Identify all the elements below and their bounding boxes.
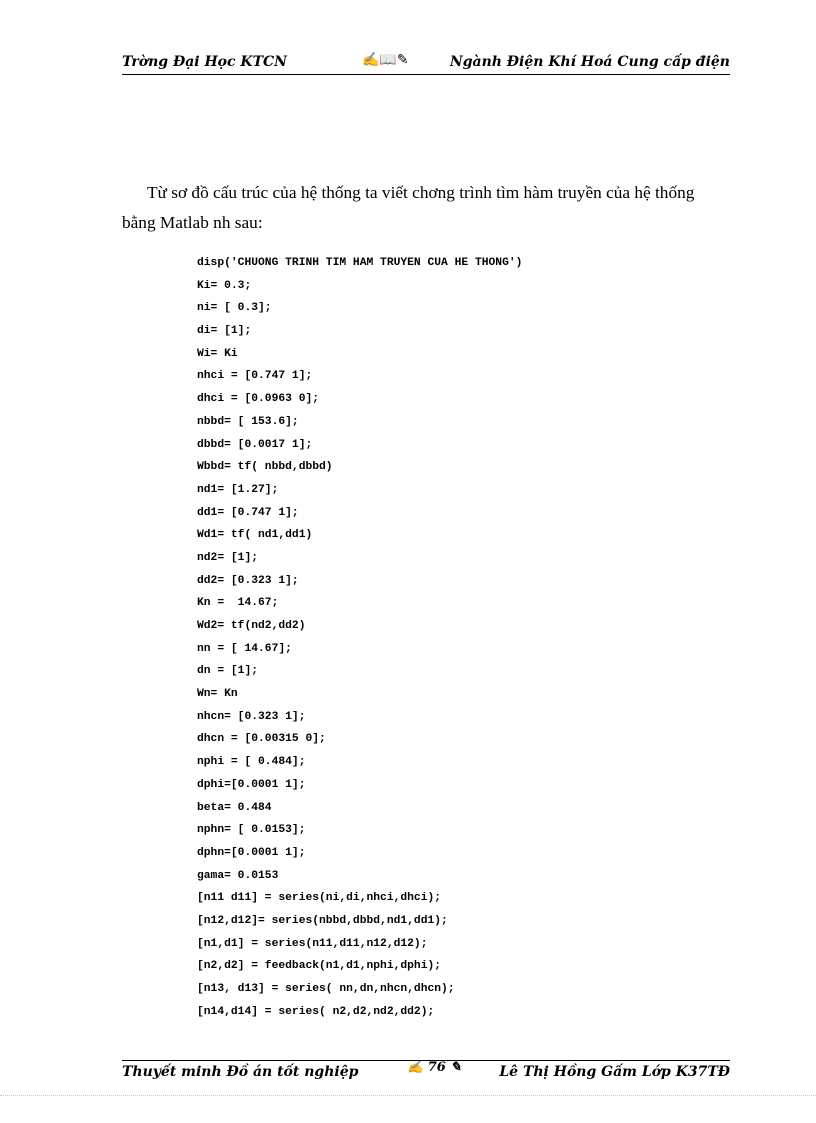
code-line: [n2,d2] = feedback(n1,d1,nphi,dphi); (197, 960, 442, 973)
code-line: dhcn = [0.00315 0]; (197, 733, 326, 746)
code-line: dphi=[0.0001 1]; (197, 778, 306, 791)
code-line: nhcn= [0.323 1]; (197, 710, 306, 723)
code-line: ni= [ 0.3]; (197, 302, 272, 315)
code-line: Wd1= tf( nd1,dd1) (197, 529, 313, 542)
header-school-name: Trờng Đại Học KTCN (122, 54, 287, 70)
code-line: dn = [1]; (197, 665, 259, 678)
code-line: di= [1]; (197, 325, 252, 338)
code-line: nphi = [ 0.484]; (197, 756, 306, 769)
code-line: Wi= Ki (197, 347, 238, 360)
matlab-code-block (197, 252, 522, 1023)
footer-author: Lê Thị Hồng Gấm Lớp K37TĐ (499, 1064, 730, 1080)
page-bottom-divider (0, 1095, 816, 1096)
code-line: dhci = [0.0963 0]; (197, 393, 320, 406)
page-header (122, 52, 730, 75)
code-line: Kn = 14.67; (197, 597, 279, 610)
code-line: beta= 0.484 (197, 801, 272, 814)
book-ornament-icon: ✍📖✎ (362, 52, 409, 68)
code-line: dphn=[0.0001 1]; (197, 846, 306, 859)
footer-thesis-title: Thuyết minh Đồ án tốt nghiệp (122, 1064, 359, 1080)
code-line: nphn= [ 0.0153]; (197, 824, 306, 837)
code-line: dd2= [0.323 1]; (197, 574, 299, 587)
code-line: [n14,d14] = series( n2,d2,nd2,dd2); (197, 1005, 435, 1018)
code-line: dd1= [0.747 1]; (197, 506, 299, 519)
intro-paragraph-text: Từ sơ đồ cấu trúc của hệ thống ta viết chơng trình tìm hàm truyền của hệ thống bằng Matlab nh sau: (122, 183, 695, 232)
code-line: [n11 d11] = series(ni,di,nhci,dhci); (197, 892, 442, 905)
code-line: [n12,d12]= series(nbbd,dbbd,nd1,dd1); (197, 914, 448, 927)
code-line: Wn= Kn (197, 688, 238, 701)
code-line: nn = [ 14.67]; (197, 642, 292, 655)
code-line: gama= 0.0153 (197, 869, 279, 882)
code-line: disp('CHUONG TRINH TIM HAM TRUYEN CUA HE THONG') (197, 257, 523, 269)
page-number: ✍ 76 ✎ (407, 1060, 462, 1075)
code-line: Ki= 0.3; (197, 279, 252, 292)
code-line: dbbd= [0.0017 1]; (197, 438, 313, 451)
code-line: nbbd= [ 153.6]; (197, 415, 299, 428)
code-line: nd2= [1]; (197, 551, 259, 564)
intro-paragraph (122, 178, 722, 238)
code-line: nhci = [0.747 1]; (197, 370, 313, 383)
code-line: [n13, d13] = series( nn,dn,nhcn,dhcn); (197, 983, 455, 995)
page-footer (122, 1060, 730, 1081)
code-line: Wd2= tf(nd2,dd2) (197, 620, 306, 632)
code-line: Wbbd= tf( nbbd,dbbd) (197, 461, 333, 474)
code-line: [n1,d1] = series(n11,d11,n12,d12); (197, 937, 428, 950)
header-department-name: Ngành Điện Khí Hoá Cung cấp điện (449, 54, 730, 70)
code-line: nd1= [1.27]; (197, 483, 279, 496)
